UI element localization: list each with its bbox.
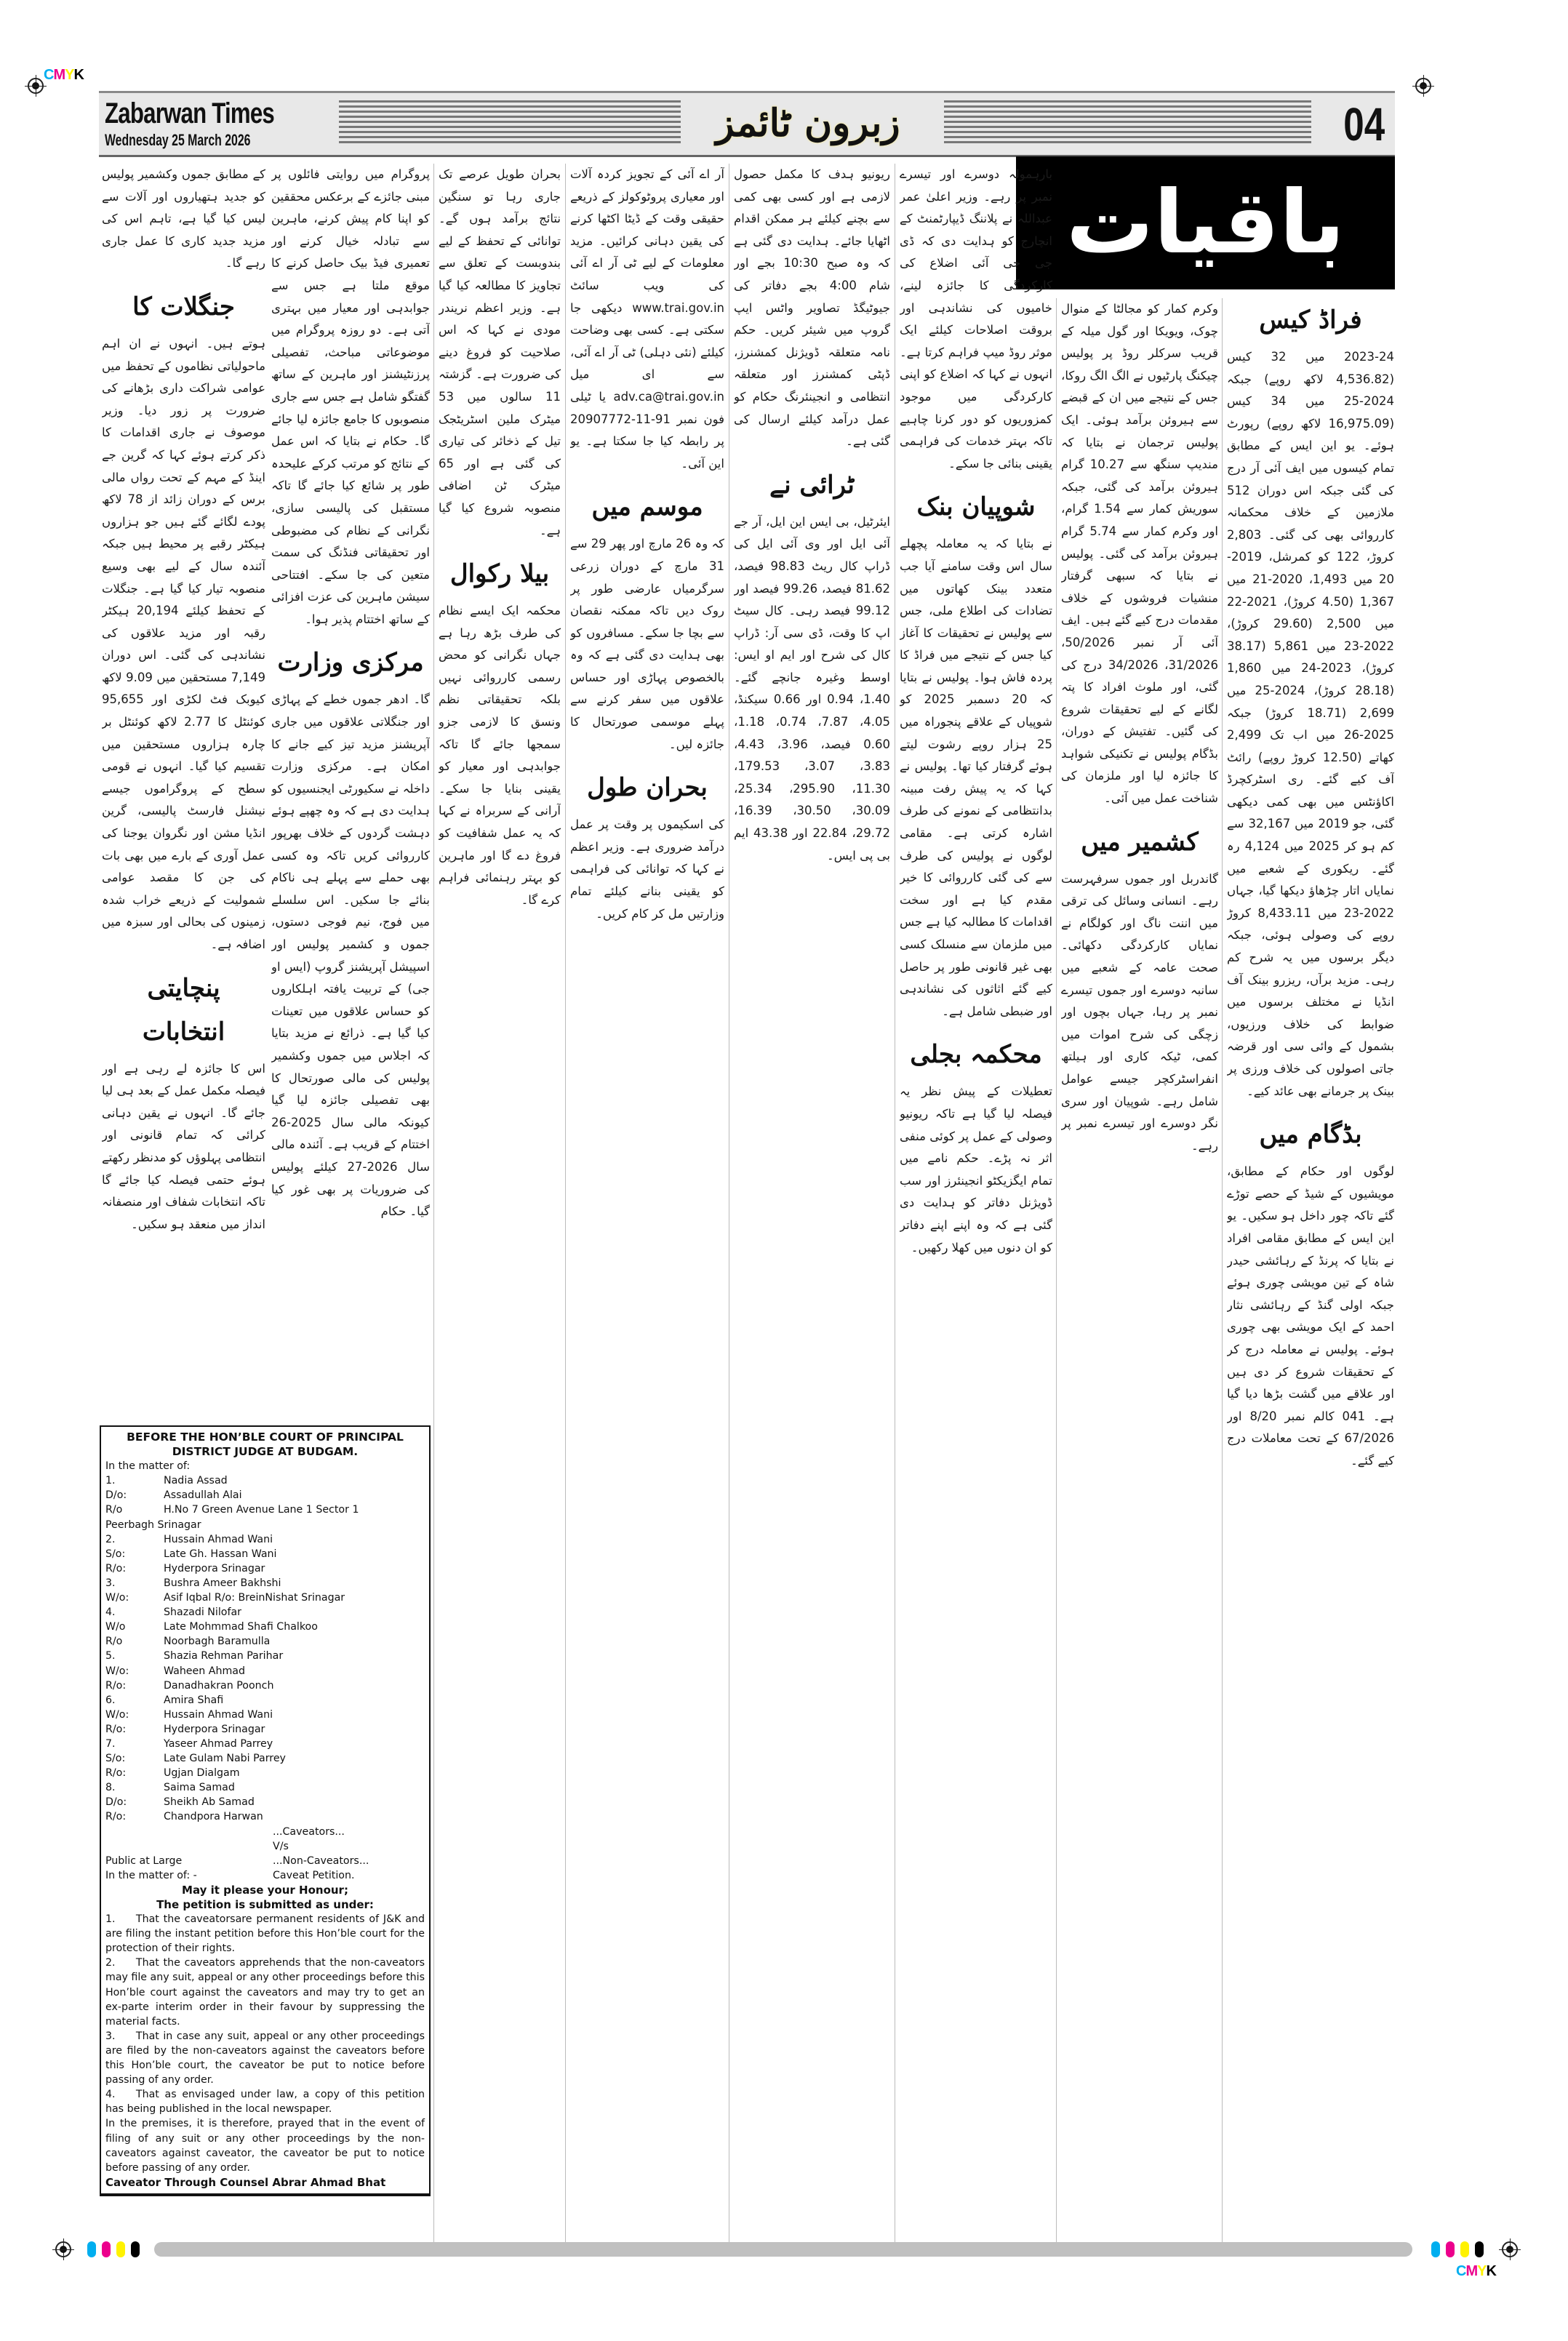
versus-label: V/s (273, 1840, 289, 1852)
article-text: ایئرٹیل، بی ایس این ایل، آر جے آئی ایل اور وی آئی ایل کی ڈراپ کال ریٹ 98.83 فیصد، 81.62 فیصد، 99.26 فیصد اور 99.12 فیصد رہی۔ کال سیٹ اپ کا وقت، ڈی سی آر: ڈراپ کال کی شرح اور ایم او ایس: اوسط وغیرہ جانچے گئے۔ 1.40، 0.94 اور 0.66 سیکنڈ، 4.05، 7.87، 0.74، 1.18، 0.60 فیصد، 3.96، 4.43، 3.83، 3.07، 179.53، 11.30، 295.90، 25.34، 30.09، 30.50، 16.39، 29.72، 22.84 اور 43.38 ایم بی پی ایس۔ (734, 514, 890, 863)
yellow-swatch (116, 2241, 125, 2257)
registration-mark-icon (1415, 78, 1431, 94)
article-column-3 (439, 164, 561, 2244)
registration-mark-icon (1502, 2241, 1518, 2257)
article-headline: شوپیان بنک (916, 492, 1036, 522)
party-row: 1. Nadia Assad (105, 1475, 228, 1487)
registration-mark-icon (28, 78, 44, 94)
party-row: W/o: Waheen Ahmad (105, 1665, 245, 1677)
column-divider (1056, 298, 1057, 2244)
party-row: R/o H.No 7 Green Avenue Lane 1 Sector 1 (105, 1504, 359, 1516)
article-text: کہ وہ 26 مارچ اور پھر 29 سے 31 مارچ کے دوران زرعی سرگرمیاں عارضی طور پر روک دیں تاکہ ممکنہ نقصان سے بچا جا سکے۔ مسافروں کو بھی ہدایت دی گئی ہے کہ وہ بالخصوص پہاڑی اور حساس علاقوں میں سفر کرنے سے پہلے موسمی صورتحال کا جائزہ لیں۔ (570, 537, 724, 751)
petition-point: 3. That in case any suit, appeal or any other proceedings are filed by the non-caveators against the caveators before this Hon’ble court, the caveator be put to notice before passing of any order. (105, 2030, 425, 2086)
masthead-rules-right (944, 100, 1311, 145)
column-divider (1222, 298, 1223, 2244)
article-column-5 (734, 164, 890, 2244)
party-row: D/o: Sheikh Ab Samad (105, 1796, 255, 1809)
article-column-4 (570, 164, 724, 2244)
party-row: S/o: Late Gulam Nabi Parrey (105, 1753, 286, 1765)
article-headline: مرکزی وزارت (277, 648, 424, 678)
article-text: محکمہ ایک ایسے نظام کی طرف بڑھ رہا ہے جہاں نگرانی کو محض رسمی کارروائی نہیں بلکہ تحقیقاتی نظم ونسق کا لازمی جزو سمجھا جائے گا تاکہ جوابدہی اور معیار کو یقینی بنایا جا سکے۔ آرانی کے سربراہ نے کہا کہ یہ عمل شفافیت کو فروغ دے گا اور ماہرین کو بہتر رہنمائی فراہم کرے گا۔ (439, 604, 561, 907)
article-text: گاندربل اور جموں سرفہرست رہے۔ انسانی وسائل کی ترقی میں اننت ناگ اور کولگام نے نمایاں کارکردگی دکھائی۔ صحت عامہ کے شعبے میں سانبہ دوسرے اور جموں تیسرے نمبر پر رہا، جہاں بچوں اور زچگی کی شرح اموات میں کمی، ٹیکہ کاری اور ہیلتھ انفراسٹرکچر جیسے عوامل شامل رہے۔ شوپیان اور سری نگر دوسرے اور تیسرے نمبر پر رہے۔ (1061, 871, 1218, 1153)
petition-point: 4. That as envisaged under law, a copy of this petition has being published in the local newspaper. (105, 2089, 425, 2116)
article-headline: موسم میں (591, 492, 703, 522)
matter-row: In the matter of: - Caveat Petition. (105, 1869, 355, 1881)
print-colour-bar (154, 2242, 1412, 2257)
article-text: بحران طویل عرصے تک جاری رہا تو سنگین نتائج برآمد ہوں گے۔ توانائی کے تحفظ کے لیے بندوبست کے تعلق سے تجاویز کا مطالعہ کیا گیا ہے۔ وزیر اعظم نریندر مودی نے کہا کہ اس صلاحیت کو فروغ دینے کی ضرورت ہے۔ گزشتہ 11 سالوں میں 53 میٹرک ملین اسٹریٹجک تیل کے ذخائر کی تیاری کی گئی ہے اور 65 میٹرک ٹن اضافی منصوبہ شروع کیا گیا ہے۔ (439, 167, 561, 537)
article-column-8 (1227, 298, 1394, 2244)
party-row: 5. Shazia Rehman Parihar (105, 1650, 284, 1662)
masthead (99, 91, 1395, 157)
article-headline: جنگلات کا (132, 292, 235, 321)
article-headline: محکمہ بجلی (910, 1040, 1042, 1070)
article-text: لوگوں اور حکام کے مطابق، مویشیوں کے شیڈ کے حصے توڑے گئے تاکہ چور داخل ہو سکیں۔ یو این ایس کے مطابق مقامی افراد نے بتایا کہ پرنڈ کے رہائشی حیدر شاہ کے تین مویشی چوری ہوئے جبکہ اولی گنڈ کے رہائشی نثار احمد کے ایک مویشی بھی چوری ہوئے۔ پولیس نے معاملہ درج کر کے تحقیقات شروع کر دی ہیں اور علاقے میں گشت بڑھا دیا گیا ہے۔ 041 کالم نمبر 8/20 اور 67/2026 کے تحت معاملات درج کیے گئے۔ (1227, 1164, 1394, 1468)
article-text: ریونیو ہدف کا مکمل حصول لازمی ہے اور کسی بھی کمی سے بچنے کیلئے ہر ممکن اقدام اٹھایا جائے۔ ہدایت دی گئی ہے کہ وہ صبح 10:30 بجے اور شام 4:00 بجے دفاتر کی جیوٹیگڈ تصاویر واٹس ایپ گروپ میں شیئر کریں۔ حکم نامہ متعلقہ ڈویژنل کمشنرز، ڈپٹی کمشنرز اور متعلقہ انتظامی و انجینئرنگ حکام کو عمل درآمد کیلئے ارسال کی گئی ہے۔ (734, 167, 890, 449)
magenta-swatch (102, 2241, 111, 2257)
article-text: کے مطابق جموں وکشمیر پولیس کو جدید ہتھیاروں اور آلات سے لیس کیا گیا ہے، تاہم اس کی مزید جدید کاری کا عمل جاری رہے گا۔ (102, 167, 265, 271)
party-row: W/o: Hussain Ahmad Wani (105, 1708, 273, 1721)
article-text: گا۔ ادھر جموں خطے کے پہاڑی اور جنگلاتی علاقوں میں جاری آپریشنز مزید تیز کیے جانے کا امکان ہے۔ مرکزی وزارت داخلہ نے سکیورٹی ایجنسیوں کو ہدایت دی ہے کہ وہ چھپے ہوئے دہشت گردوں کے خلاف بھرپور کارروائی کریں تاکہ وہ کسی بھی حملے سے پہلے ہی ناکام بنائے جا سکیں۔ اس سلسلے میں فوج، نیم فوجی دستوں، جموں و کشمیر پولیس اور اسپیشل آپریشنز گروپ (ایس او جی) کے تربیت یافتہ اہلکاروں کو حساس علاقوں میں تعینات کیا گیا ہے۔ ذرائع نے مزید بتایا کہ اجلاس میں جموں وکشمیر پولیس کی مالی صورتحال کا بھی تفصیلی جائزہ لیا گیا کیونکہ مالی سال 2025-26 اختتام کے قریب ہے۔ آئندہ مالی سال 2026-27 کیلئے پولیس کی ضروریات پر بھی غور کیا گیا۔ حکام (271, 692, 430, 1219)
party-row: 3. Bushra Ameer Bakhshi (105, 1577, 281, 1589)
issue-date: Wednesday 25 March 2026 (105, 131, 251, 149)
party-row: 4. Shazadi Nilofar (105, 1606, 241, 1619)
party-row: Peerbagh Srinagar (105, 1518, 201, 1531)
party-row: D/o: Assadullah Alai (105, 1489, 242, 1502)
party-row: 2. Hussain Ahmad Wani (105, 1533, 273, 1545)
party-row: 7. Yaseer Ahmad Parrey (105, 1737, 273, 1750)
party-row: 8. Saima Samad (105, 1782, 235, 1794)
article-text: کی اسکیموں پر وقت پر عمل درآمد ضروری ہے۔ وزیر اعظم نے کہا کہ توانائی کی فراہمی کو یقینی بنانے کیلئے تمام وزارتیں مل کر کام کریں۔ (570, 817, 724, 921)
black-swatch (1475, 2241, 1484, 2257)
newspaper-logo-urdu: زبرون ٹائمز (716, 100, 900, 145)
yellow-swatch (1460, 2241, 1469, 2257)
article-column-7 (1061, 298, 1218, 2244)
cmyk-print-mark-bottom: CMYK (1456, 2263, 1496, 2279)
article-headline: کشمیر میں (1081, 827, 1199, 857)
article-text: نے بتایا کہ یہ معاملہ پچھلے سال اس وقت سامنے آیا جب متعدد بینک کھاتوں میں تضادات کی اطلاع ملی، جس سے پولیس نے تحقیقات کا آغاز کیا جس کے نتیجے میں فراڈ کا پردہ فاش ہوا۔ پولیس نے بتایا کہ 20 دسمبر 2025 کو شوپیاں کے علاقے پنجوراہ میں 25 ہزار روپے رشوت لیتے ہوئے گرفتار کیا تھا۔ پولیس نے کہا کہ یہ پیش رفت مبینہ بدانتظامی کے نمونے کی طرف اشارہ کرتی ہے۔ مقامی لوگوں نے پولیس کی طرف سے کی گئی کارروائی کا خیر مقدم کیا ہے اور سخت اقدامات کا مطالبہ کیا ہے جس میں ملزمان سے منسلک کسی بھی غیر قانونی طور پر حاصل کیے گئے اثاثوں کی نشاندہی اور ضبطی شامل ہے۔ (900, 537, 1052, 1018)
newspaper-title-english: Zabarwan Times (105, 97, 275, 129)
party-row: R/o: Hyderpora Srinagar (105, 1562, 265, 1574)
party-row: R/o: Hyderpora Srinagar (105, 1723, 265, 1735)
registration-mark-icon (55, 2241, 71, 2257)
article-text: 2023-24 میں 32 کیس (4,536.82 لاکھ روپے) جبکہ 2024-25 میں 34 کیس (16,975.09 لاکھ روپے) رپورٹ ہوئے۔ یو این ایس کے مطابق تمام کیسوں میں ایف آئی آر درج کی گئی جبکہ اس دوران 512 ملازمین کے خلاف محکمانہ کارروائی بھی کی گئی۔ 2,803 کروڑ، 122 کو کمرشل، 2019-20 میں 1,493، 2020-21 میں 1,367 (4.50 کروڑ)، 2021-22 میں 2,500 (29.60 کروڑ)، 2022-23 میں 5,861 (38.17 کروڑ)، 2023-24 میں 1,860 (28.18 کروڑ)، 2024-25 میں 2,699 (18.71 کروڑ) جبکہ 2025-26 میں اب تک 2,499 کھاتے (12.50 کروڑ روپے) رائٹ آف کیے گئے۔ ری اسٹرکچرڈ اکاؤنٹس میں بھی کمی دیکھی گئی، جو 2019 میں 32,167 سے کم ہو کر 2025 میں 4,124 رہ گئے۔ ریکوری کے شعبے میں نمایاں اتار چڑھاؤ دیکھا گیا، جہاں 2022-23 میں 8,433.11 کروڑ روپے کی وصولی ہوئی، جبکہ دیگر برسوں میں یہ شرح کم رہی۔ مزید برآں، ریزرو بینک آف انڈیا نے مختلف برسوں میں ضوابط کی خلاف ورزیوں، بشمول کے وائی سی اور قرضہ جاتی اصولوں کی خلاف ورزی پر بینک پر جرمانے بھی عائد کیے۔ (1227, 350, 1394, 1098)
party-row: R/o: Chandpora Harwan (105, 1811, 263, 1823)
petition-point: 1. That the caveatorsare permanent residents of J&K and are filing the instant petition before this Hon’ble court for the protection of their rights. (105, 1913, 425, 1955)
magenta-swatch (1446, 2241, 1455, 2257)
cmyk-print-mark-top: CMYK (44, 67, 84, 83)
article-text: ہوتے ہیں۔ انہوں نے ان اہم ماحولیاتی نظاموں کے تحفظ میں عوامی شراکت داری بڑھانے کی ضرورت پر زور دیا۔ وزیر موصوف نے جاری اقدامات کا ذکر کرتے ہوئے کہا کہ گرین جے اینڈ کے مہم کے تحت رواں مالی برس کے دوران زائد از 78 لاکھ پودے لگائے گئے ہیں جو ہزاروں ہیکٹر رقبے پر محیط ہیں جبکہ آئندہ سال کے لیے بھی وسیع منصوبہ تیار کیا گیا ہے۔ جنگلات کے تحفظ کیلئے 20,194 ہیکٹر رقبہ اور مزید علاقوں کی نشاندہی کی گئی۔ اس دوران 7,149 مستحقین میں 9.09 لاکھ کیوبک فٹ لکڑی اور 95,655 کوئنٹل کا 2.77 لاکھ کوئنٹل بر چارہ ہزاروں مستحقین میں تقسیم کیا گیا۔ انہوں نے قومی سطح کے پروگراموں جیسے نیشنل فارسٹ پالیسی، گرین انڈیا مشن اور نگروان یوجنا کی عمل آوری کے بارے میں بھی بات کی جن کا مقصد عوامی شمولیت کے ذریعے خراب شدہ زمینوں کی بحالی اور سبزہ میں اضافہ ہے۔ (102, 336, 265, 951)
section-banner: باقیات (1016, 156, 1395, 289)
article-headline: بحران طول (587, 773, 708, 803)
page-number: 04 (1343, 98, 1385, 151)
article-headline: بڈگام میں (1259, 1120, 1362, 1150)
article-column-1 (102, 164, 265, 1414)
petition-prayer: In the premises, it is therefore, prayed that in the event of filing of any suit or any other proceedings by the non-caveators against caveator, the caveator be put to notice before passing of any order. (105, 2118, 425, 2174)
party-row: W/o Late Mohmmad Shafi Chalkoo (105, 1621, 318, 1633)
article-text: بارہمولہ دوسرے اور تیسرے نمبر پر رہے۔ وزیر اعلیٰ عمر عبداللہ نے پلاننگ ڈیپارٹمنٹ کے انچارج کو ہدایت دی کہ ڈی جی جی آئی اضلاع کی کارکردگی کا جائزہ لینے، خامیوں کی نشاندہی اور بروقت اصلاحات کیلئے ایک موثر روڈ میپ فراہم کرتا ہے۔ انہوں نے کہا کہ اضلاع کو اپنی کارکردگی میں موجود کمزوریوں کو دور کرنا چاہیے تاکہ بہتر خدمات کی فراہمی یقینی بنائی جا سکے۔ (900, 167, 1052, 471)
notice-intro: In the matter of: (105, 1460, 191, 1473)
column-divider (565, 164, 566, 2244)
article-column-2 (271, 164, 430, 1414)
party-row: S/o: Late Gh. Hassan Wani (105, 1548, 277, 1560)
respondent-row: Public at Large ...Non-Caveators... (105, 1854, 369, 1867)
black-swatch (131, 2241, 140, 2257)
article-headline: پنچایتی انتخابات (142, 973, 225, 1047)
cyan-swatch (87, 2241, 96, 2257)
article-headline: فراڈ کیس (1259, 305, 1362, 335)
notice-party-list (105, 1473, 425, 1824)
article-column-6 (900, 164, 1052, 2244)
party-row: R/o: Danadhakran Poonch (105, 1679, 274, 1692)
article-text: پروگرام میں روایتی فائلوں پر مبنی جائزے کے برعکس محققین کو اپنا کام پیش کرنے، ماہرین سے تبادلہ خیال کرنے اور تعمیری فیڈ بیک حاصل کرنے کا موقع ملتا ہے جس سے جوابدہی اور معیار میں بہتری آتی ہے۔ دو روزہ پروگرام میں موضوعاتی مباحث، تفصیلی پرزنٹیشنز اور ماہرین کے ساتھ گفتگو شامل ہے جس سے جاری منصوبوں کا جامع جائزہ لیا جائے گا۔ حکام نے بتایا کہ اس عمل کے نتائج کو مرتب کرکے علیحدہ طور پر شائع کیا جائے گا تاکہ مستقبل کی پالیسی سازی، نگرانی کے نظام کی مضبوطی اور تحقیقاتی فنڈنگ کی سمت متعین کی جا سکے۔ افتتاحی سیشن ماہرین کی عزت افزائی کے ساتھ اختتام پذیر ہوا۔ (271, 167, 430, 626)
article-text: وکرم کمار کو مجالٹا کے منوال چوک، ویویکا اور گول میلہ کے قریب سرکلر روڈ پر پولیس چیکنگ پارٹیوں نے الگ الگ روکا، جس کے نتیجے میں ان کے قبضے سے ہیروئن برآمد ہوئی۔ ایک پولیس ترجمان نے بتایا کہ مندیپ سنگھ سے 10.27 گرام ہیروئن برآمد کی گئی، جبکہ سوریش کمار سے 1.54 گرام، اور وکرم کمار سے 5.74 گرام ہیروئن برآمد کی گئی۔ پولیس نے بتایا کہ سبھی گرفتار منشیات فروشوں کے خلاف مقدمات درج کیے گئے ہیں۔ ایف آئی آر نمبر 50/2026، 31/2026، 34/2026 درج کی گئی، اور ملوث افراد کا پتہ لگانے کے لیے تحقیقات شروع کی گئیں۔ تفتیش کے دوران، بڈگام پولیس نے تکنیکی شواہد کا جائزہ لیا اور ملزمان کی شناخت عمل میں آئی۔ (1061, 302, 1218, 806)
counsel-signature: Caveator Through Counsel Abrar Ahmad Bhat (105, 2175, 386, 2189)
party-row: W/o: Asif Iqbal R/o: BreinNishat Srinagar (105, 1592, 345, 1604)
article-text: آر اے آئی کے تجویز کردہ آلات اور معیاری پروٹوکولز کے ذریعے حقیقی وقت کے ڈیٹا اکٹھا کرنے کی یقین دہانی کرائیں۔ مزید معلومات کے لیے ٹی آر اے آئی کی ویب سائٹ www.trai.gov.in دیکھی جا سکتی ہے۔ کسی بھی وضاحت کیلئے (نئی دہلی) ٹی آر اے آئی، سے ای میل adv.ca@trai.gov.in یا ٹیلی فون نمبر 91-11-20907772 پر رابطہ کیا جا سکتا ہے۔ یو این آئی۔ (570, 167, 724, 471)
party-row: R/o: Ugjan Dialgam (105, 1767, 240, 1780)
article-headline: بیلا رکوال (449, 559, 550, 589)
notice-title: DISTRICT JUDGE AT BUDGAM. (172, 1445, 359, 1459)
article-headline: ٹرائی نے (769, 470, 855, 500)
honour-line: May it please your Honour; (182, 1883, 348, 1897)
article-text: تعطیلات کے پیش نظر یہ فیصلہ لیا گیا ہے تاکہ ریونیو وصولی کے عمل پر کوئی منفی اثر نہ پڑے۔ حکم نامے میں تمام ایگزیکٹو انجینئرز اور سب ڈویژنل دفاتر کو ہدایت دی گئی ہے کہ وہ اپنے اپنے دفاتر کو ان دنوں میں کھلا رکھیں۔ (900, 1084, 1052, 1254)
column-divider (433, 164, 434, 2244)
article-text: اس کا جائزہ لے رہی ہے اور فیصلہ مکمل عمل کے بعد ہی لیا جائے گا۔ انہوں نے یقین دہانی کرائی کہ تمام قانونی اور انتظامی پہلوؤں کو مدنظر رکھتے ہوئے حتمی فیصلہ کیا جائے گا تاکہ انتخابات شفاف اور منصفانہ انداز میں منعقد ہو سکیں۔ (102, 1061, 265, 1231)
notice-title: BEFORE THE HON’BLE COURT OF PRINCIPAL (127, 1430, 404, 1444)
masthead-rules-left (339, 100, 681, 145)
petition-point: 2. That the caveators apprehends that the non-caveators may file any suit, appeal or any other proceedings before this Hon’ble court against the caveators and may try to get an ex-parte interim order in their favour by suppressing the material facts. (105, 1957, 425, 2028)
party-row: 6. Amira Shafi (105, 1694, 224, 1706)
submitted-line: The petition is submitted as under: (156, 1898, 374, 1911)
caveators-label: ...Caveators... (273, 1825, 345, 1838)
legal-caveat-notice (100, 1425, 431, 2196)
cyan-swatch (1431, 2241, 1440, 2257)
party-row: R/o Noorbagh Baramulla (105, 1636, 271, 1648)
